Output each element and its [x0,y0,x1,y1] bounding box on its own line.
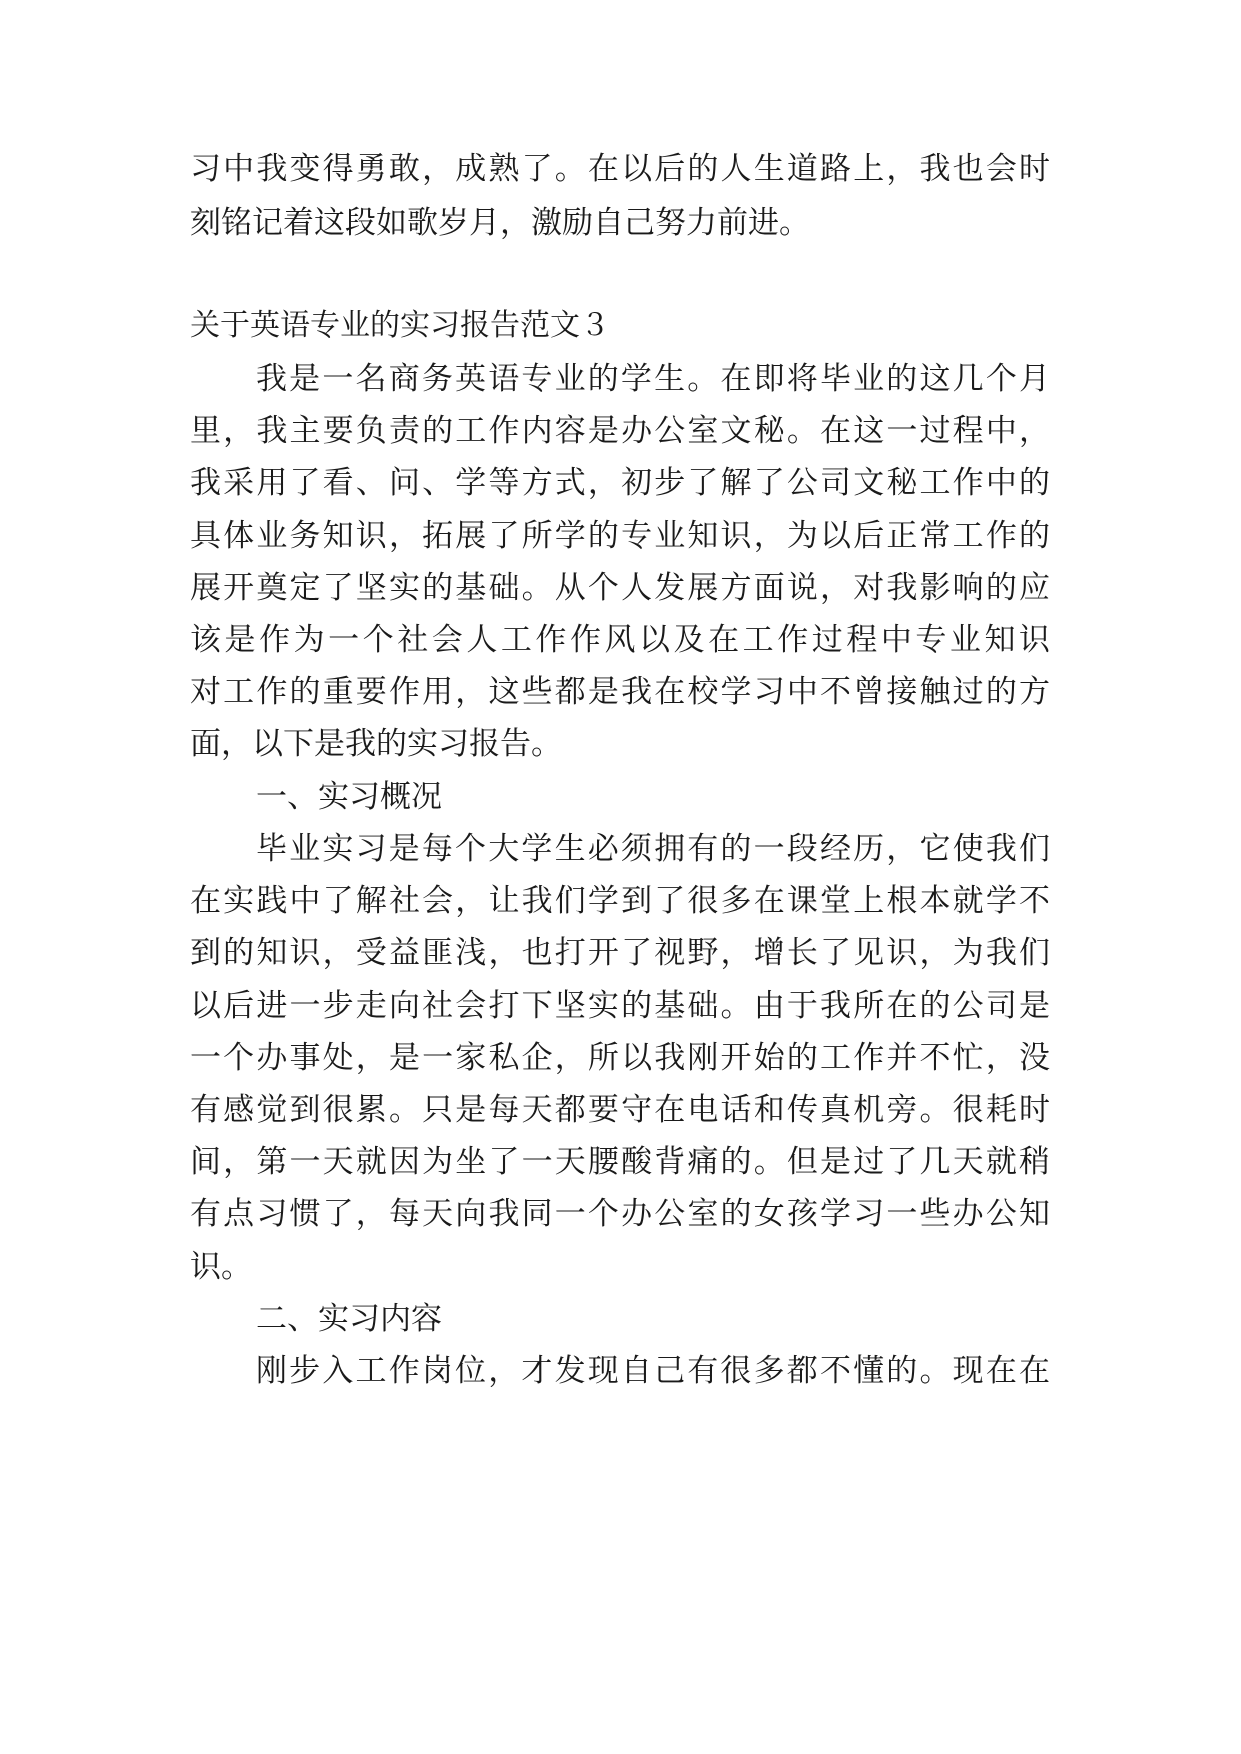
text-line: 展开奠定了坚实的基础。从个人发展方面说，对我影响的应 [190,570,1050,606]
text-line: 具体业务知识，拓展了所学的专业知识，为以后正常工作的 [190,518,1050,554]
text-line: 有感觉到很累。只是每天都要守在电话和传真机旁。很耗时 [190,1092,1050,1128]
text-line: 有点习惯了，每天向我同一个办公室的女孩学习一些办公知 [190,1196,1050,1232]
text-line: 该是作为一个社会人工作作风以及在工作过程中专业知识 [190,622,1050,658]
text-line: 里，我主要负责的工作内容是办公室文秘。在这一过程中， [190,413,1050,449]
text-line: 对工作的重要作用，这些都是我在校学习中不曾接触过的方 [190,674,1050,710]
text-line: 我是一名商务英语专业的学生。在即将毕业的这几个月 [256,361,1050,397]
text-line: 以后进一步走向社会打下坚实的基础。由于我所在的公司是 [190,988,1050,1024]
text-line: 刚步入工作岗位，才发现自己有很多都不懂的。现在在 [256,1353,1050,1389]
text-line: 习中我变得勇敢，成熟了。在以后的人生道路上，我也会时 [190,151,1050,187]
text-line: 毕业实习是每个大学生必须拥有的一段经历，它使我们 [256,831,1050,867]
text-line: 我采用了看、问、学等方式，初步了解了公司文秘工作中的 [190,465,1050,501]
text-line: 刻铭记着这段如歌岁月，激励自己努力前进。 [190,205,810,241]
section-heading: 一、实习概况 [256,779,442,815]
document-title: 关于英语专业的实习报告范文３ [190,308,610,343]
text-line: 识。 [190,1249,252,1285]
text-line: 到的知识，受益匪浅，也打开了视野，增长了见识，为我们 [190,935,1050,971]
text-line: 间，第一天就因为坐了一天腰酸背痛的。但是过了几天就稍 [190,1144,1050,1180]
section-heading: 二、实习内容 [256,1301,442,1337]
text-line: 一个办事处，是一家私企，所以我刚开始的工作并不忙，没 [190,1040,1050,1076]
text-line: 面，以下是我的实习报告。 [190,726,562,762]
text-line: 在实践中了解社会，让我们学到了很多在课堂上根本就学不 [190,883,1050,919]
